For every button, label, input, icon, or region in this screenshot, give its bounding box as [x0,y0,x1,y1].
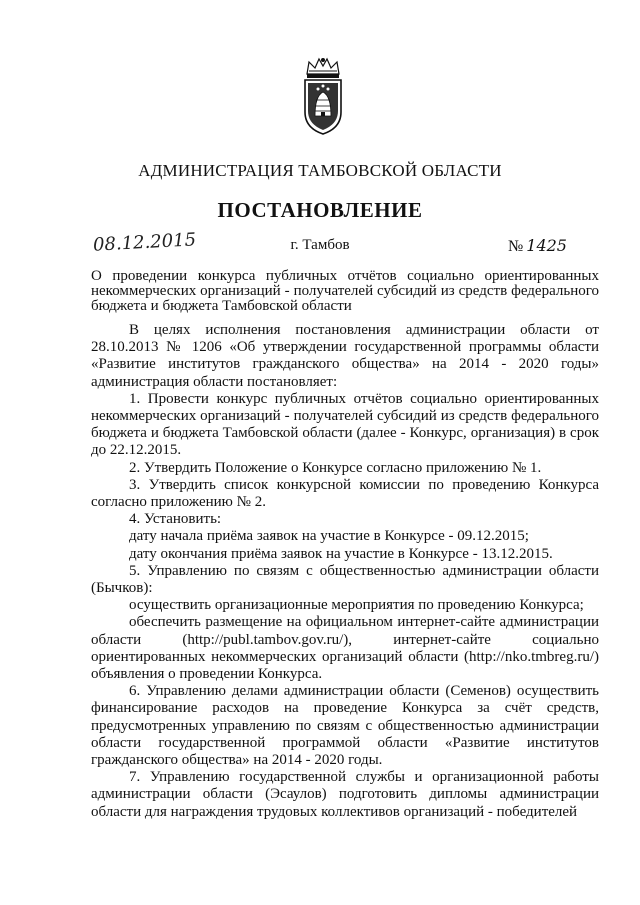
number-prefix: № [508,238,524,255]
organization-title: АДМИНИСТРАЦИЯ ТАМБОВСКОЙ ОБЛАСТИ [138,161,502,180]
clause-3: 3. Утвердить список конкурсной комиссии по проведению Конкурса согласно приложению № 2. [91,476,599,511]
preamble: В целях исполнения постановления администрации области от 28.10.2013 № 1206 «Об утверждении государственной программы области «Развитие институтов гражданского общества» на 2014 - 2020 годы» администрация области постановляет: [91,322,599,390]
clause-5: 5. Управлению по связям с общественностью администрации области (Бычков): [91,562,599,597]
clause-4-end-date: дату окончания приёма заявок на участие в Конкурсе - 13.12.2015. [129,545,553,562]
clause-7: 7. Управлению государственной службы и организационной работы администрации области (Эсаулов) подготовить дипломы администрации области для награждения трудовых коллективов организаций - победителей [91,769,599,820]
tambov-coat-of-arms-icon [299,56,347,136]
clause-6: 6. Управлению делами администрации области (Семенов) осуществить финансирование расходов на проведение Конкурса за счёт средств, предусмотренных управлению по связям с общественностью администрации области государственной программой области «Развитие институтов гражданского общества» на 2014 - 2020 годы. [91,683,599,769]
document-date: 08.12.2015 [92,229,197,256]
clause-5-publish: обеспечить размещение на официальном интернет-сайте администрации области (http://publ.tambov.gov.ru/), интернет-сайте социально ориентированных некоммерческих организаций области (http://nko.tmbreg.ru/) объявления о проведении Конкурса. [91,614,599,683]
document-subject: О проведении конкурса публичных отчётов социально ориентированных некоммерческих организаций - получателей субсидий из средств федерального бюджета и бюджета Тамбовской области [91,268,599,314]
document-type: ПОСТАНОВЛЕНИЕ [217,198,423,222]
clause-5-organize: осуществить организационные мероприятия по проведению Конкурса; [129,597,584,614]
clause-1: 1. Провести конкурс публичных отчётов социально ориентированных некоммерческих организаций - получателей субсидий из средств федерального бюджета и бюджета Тамбовской области (далее - Конкурс, организация) в срок до 22.12.2015. [91,390,599,459]
document-body [91,322,599,821]
document-number [508,236,567,256]
clause-4-start-date: дату начала приёма заявок на участие в Конкурсе - 09.12.2015; [129,528,529,545]
clause-4: 4. Установить: [129,511,222,528]
number-value: 1425 [526,236,567,255]
document-city: г. Тамбов [290,237,350,253]
clause-2: 2. Утвердить Положение о Конкурсе согласно приложению № 1. [129,459,542,476]
